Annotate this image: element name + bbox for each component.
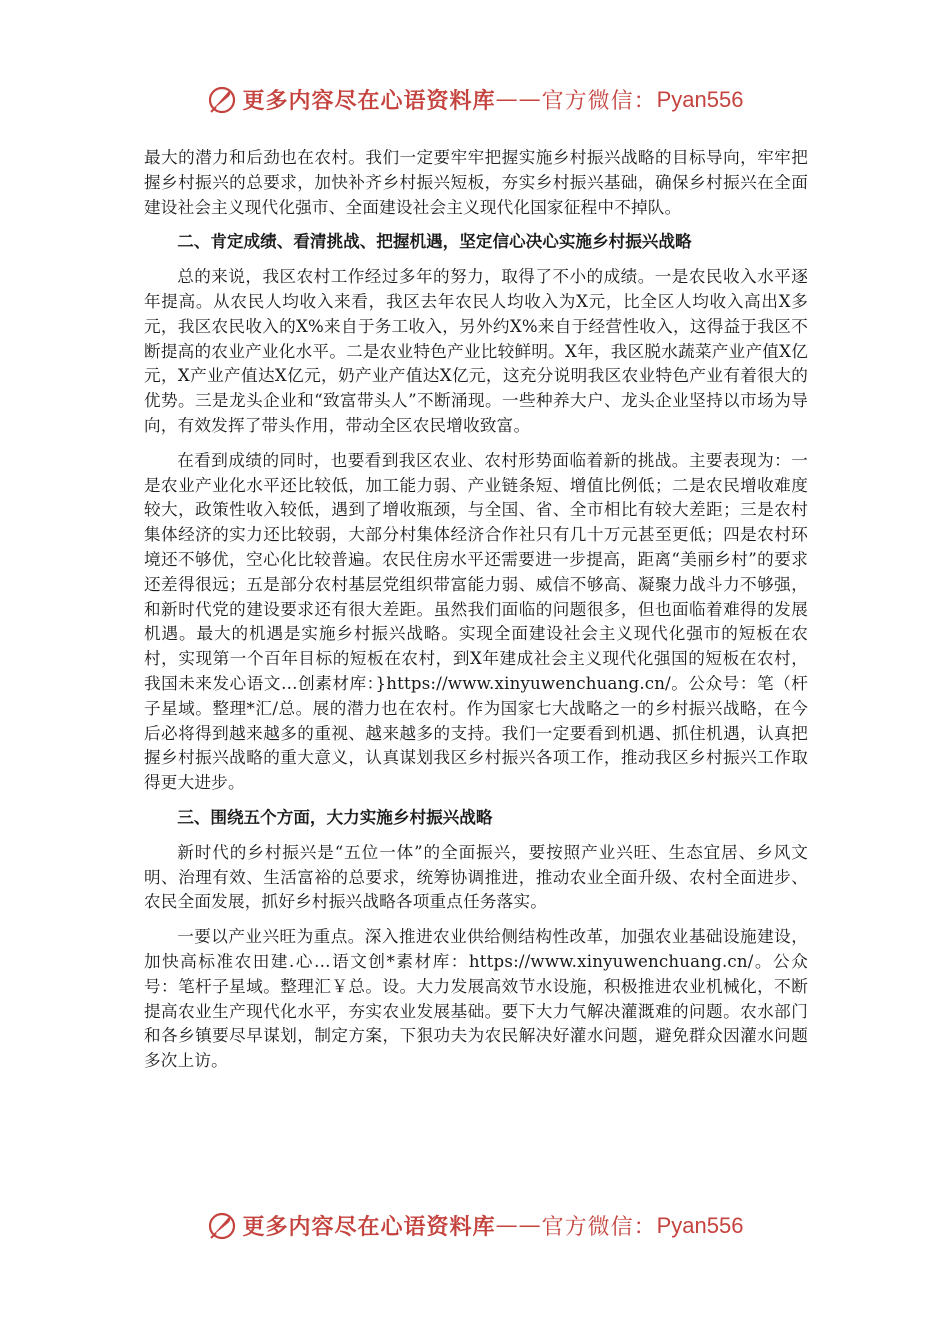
- footer-banner-content: [207, 1210, 744, 1241]
- header-wechat-id: Pyan556: [656, 86, 744, 112]
- header-dash: ——: [495, 87, 542, 112]
- header-banner: [0, 84, 950, 115]
- footer-wechat-label: 官方微信：: [541, 1215, 657, 1240]
- paragraph-industry-focus: 一要以产业兴旺为重点。深入推进农业供给侧结构性改革，加强农业基础设施建设，加快高标准农田建.心…语文创*素材库：https://www.xinyuwenchuang.cn/。公众号：笔杆子星域。整理汇￥总。设。大力发展高效节水设施，积极推进农业机械化，不断提高农业生产现代化水平，夯实农业发展基础。要下大力气解决灌溉难的问题。农水部门和各乡镇要尽早谋划，制定方案，下狠功夫为农民解决好灌水问题，避免群众因灌水问题多次上访。: [144, 927, 808, 1071]
- footer-banner: [0, 1210, 950, 1241]
- document-body: [144, 146, 808, 1084]
- section-heading-3: 三、围绕五个方面，大力实施乡村振兴战略: [177, 807, 493, 827]
- paragraph-challenges: 在看到成绩的同时，也要看到我区农业、农村形势面临着新的挑战。主要表现为：一是农业产业化水平还比较低，加工能力弱、产业链条短、增值比例低；二是农民增收难度较大，政策性收入较低，遇到了增收瓶颈，与全国、省、全市相比有较大差距；三是农村集体经济的实力还比较弱，大部分村集体经济合作社只有几十万元甚至更低；四是农村环境还不够优，空心化比较普遍。农民住房水平还需要进一步提高，距离“美丽乡村”的要求还差得很远；五是部分农村基层党组织带富能力弱、威信不够高、凝聚力战斗力不够强，和新时代党的建设要求还有很大差距。虽然我们面临的问题很多，但也面临着难得的发展机遇。最大的机遇是实施乡村振兴战略。实现全面建设社会主义现代化强市的短板在农村，实现第一个百年目标的短板在农村，到X年建成社会主义现代化强国的短板在农村，我国未来发心语文…创素材库：}https://www.xinyuwenchuang.cn/。公众号：笔（杆子星域。整理*汇/总。展的潜力也在农村。作为国家七大战略之一的乡村振兴战略，在今后必将得到越来越多的重视、越来越多的支持。我们一定要看到机遇、抓住机遇，认真把握乡村振兴战略的重大意义，认真谋划我区乡村振兴各项工作，推动我区乡村振兴工作取得更大进步。: [144, 450, 808, 793]
- section-heading-2: 二、肯定成绩、看清挑战、把握机遇，坚定信心决心实施乡村振兴战略: [177, 232, 692, 252]
- paragraph-five-aspects: 新时代的乡村振兴是“五位一体”的全面振兴，要按照产业兴旺、生态宜居、乡风文明、治理有效、生活富裕的总要求，统筹协调推进，推动农业全面升级、农村全面进步、农民全面发展，抓好乡村振兴战略各项重点任务落实。: [144, 842, 808, 912]
- header-banner-content: [207, 84, 744, 115]
- footer-brand-text: 更多内容尽在心语资料库: [242, 1214, 496, 1240]
- quill-logo-icon: [207, 85, 237, 115]
- paragraph-intro-continuation: 最大的潜力和后劲也在农村。我们一定要牢牢把握实施乡村振兴战略的目标导向，牢牢把握乡村振兴的总要求，加快补齐乡村振兴短板，夯实乡村振兴基础，确保乡村振兴在全面建设社会主义现代化强市、全面建设社会主义现代化国家征程中不掉队。: [144, 148, 808, 217]
- header-wechat-label: 官方微信：: [541, 89, 657, 114]
- footer-dash: ——: [495, 1213, 542, 1238]
- header-brand-text: 更多内容尽在心语资料库: [242, 88, 496, 114]
- quill-logo-icon: [207, 1211, 237, 1241]
- paragraph-achievements: 总的来说，我区农村工作经过多年的努力，取得了不小的成绩。一是农民收入水平逐年提高。从农民人均收入来看，我区去年农民人均收入为X元，比全区人均收入高出X多元，我区农民收入的X%来自于务工收入，另外约X%来自于经营性收入，这得益于我区不断提高的农业产业化水平。二是农业特色产业比较鲜明。X年，我区脱水蔬菜产业产值X亿元，X产业产值达X亿元，奶产业产值达X亿元，这充分说明我区农业特色产业有着很大的优势。三是龙头企业和“致富带头人”不断涌现。一些种养大户、龙头企业坚持以市场为导向，有效发挥了带头作用，带动全区农民增收致富。: [144, 267, 808, 435]
- footer-wechat-id: Pyan556: [656, 1212, 744, 1238]
